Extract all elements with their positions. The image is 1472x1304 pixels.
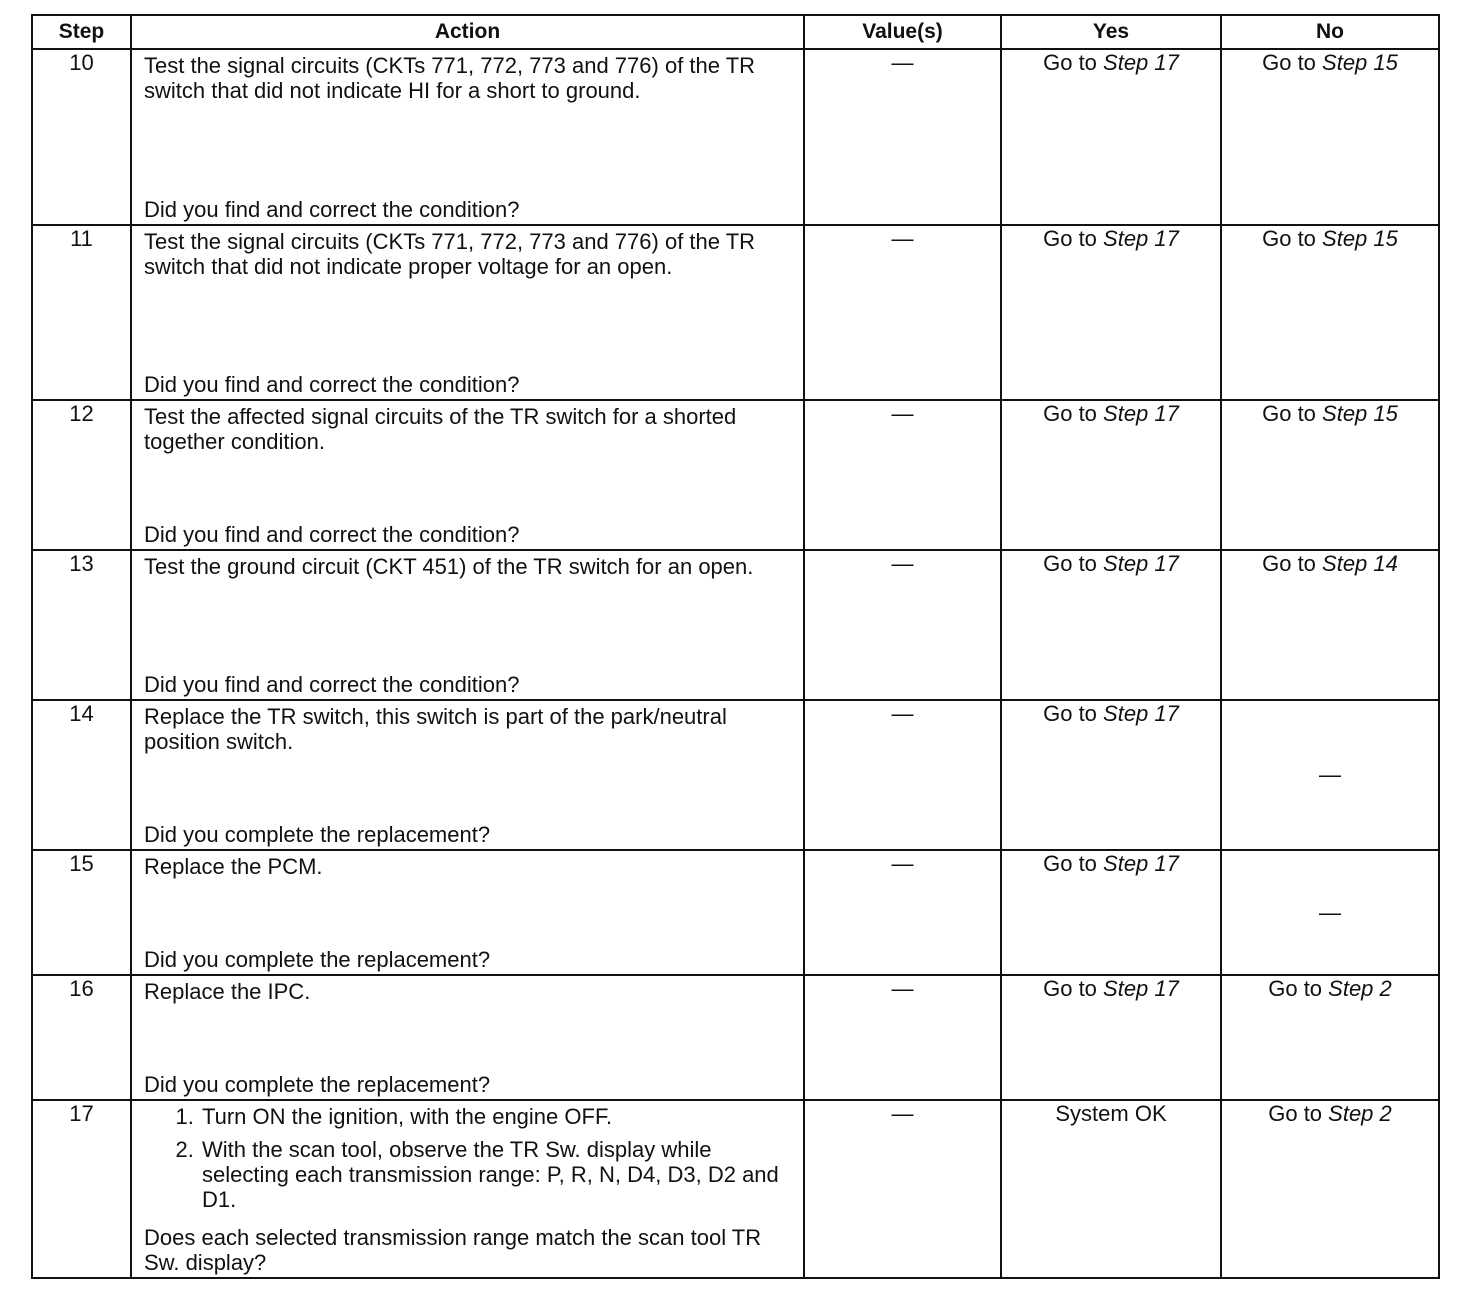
diagnostic-table — [31, 14, 1440, 1279]
step-number: 13 — [32, 550, 131, 700]
header-values: Value(s) — [804, 15, 1001, 49]
yes-step-link[interactable]: Step 17 — [1103, 50, 1179, 75]
no-cell — [1221, 225, 1439, 400]
action-cell — [131, 225, 804, 400]
step-number: 14 — [32, 700, 131, 850]
action-question: Does each selected transmission range match the scan tool TR Sw. display? — [144, 1225, 762, 1275]
yes-prefix: Go to — [1043, 701, 1104, 726]
yes-step-link[interactable]: Step 17 — [1103, 851, 1179, 876]
no-cell — [1221, 400, 1439, 550]
value-cell: — — [804, 700, 1001, 850]
action-instruction: Test the affected signal circuits of the TR switch for a shorted together condition. — [144, 404, 737, 454]
yes-cell — [1001, 700, 1221, 850]
step-number: 10 — [32, 49, 131, 225]
header-step: Step — [32, 15, 131, 49]
table-row — [32, 700, 1439, 850]
yes-prefix: Go to — [1043, 551, 1104, 576]
no-cell — [1221, 1100, 1439, 1278]
value-cell: — — [804, 1100, 1001, 1278]
no-cell — [1221, 975, 1439, 1100]
action-instruction: Replace the PCM. — [144, 854, 323, 879]
action-question: Did you find and correct the condition? — [144, 672, 520, 697]
value-cell: — — [804, 400, 1001, 550]
action-instruction: Test the signal circuits (CKTs 771, 772, 773 and 776) of the TR switch that did not indicate proper voltage for an open. — [144, 229, 756, 279]
no-cell: — — [1221, 850, 1439, 975]
no-cell: — — [1221, 700, 1439, 850]
table-row — [32, 975, 1439, 1100]
action-cell — [131, 850, 804, 975]
step-number: 17 — [32, 1100, 131, 1278]
yes-cell — [1001, 400, 1221, 550]
no-step-link[interactable]: Step 2 — [1328, 976, 1392, 1001]
substep-list — [132, 1101, 803, 1212]
header-row — [32, 15, 1439, 49]
yes-prefix: Go to — [1043, 226, 1104, 251]
header-no: No — [1221, 15, 1439, 49]
no-step-link[interactable]: Step 15 — [1322, 226, 1398, 251]
step-number: 15 — [32, 850, 131, 975]
no-prefix: Go to — [1262, 401, 1323, 426]
table-row — [32, 550, 1439, 700]
table-row — [32, 1100, 1439, 1278]
no-step-link[interactable]: Step 2 — [1328, 1101, 1392, 1126]
step-number: 11 — [32, 225, 131, 400]
action-question: Did you find and correct the condition? — [144, 197, 520, 222]
substep-item: 2. With the scan tool, observe the TR Sw. display while selecting each transmission range: P, R, N, D4, D3, D2 and D1. — [200, 1137, 793, 1212]
action-question: Did you complete the replacement? — [144, 947, 491, 972]
action-instruction: Replace the TR switch, this switch is part of the park/neutral position switch. — [144, 704, 727, 754]
step-number: 12 — [32, 400, 131, 550]
yes-prefix: Go to — [1043, 401, 1104, 426]
table-row — [32, 49, 1439, 225]
yes-step-link[interactable]: Step 17 — [1103, 226, 1179, 251]
yes-cell: System OK — [1001, 1100, 1221, 1278]
action-question: Did you find and correct the condition? — [144, 522, 520, 547]
action-instruction: Test the signal circuits (CKTs 771, 772, 773 and 776) of the TR switch that did not indicate HI for a short to ground. — [144, 53, 756, 103]
table-row — [32, 225, 1439, 400]
value-cell: — — [804, 49, 1001, 225]
no-cell — [1221, 550, 1439, 700]
yes-step-link[interactable]: Step 17 — [1103, 551, 1179, 576]
value-cell: — — [804, 225, 1001, 400]
no-prefix: Go to — [1268, 1101, 1329, 1126]
action-cell — [131, 975, 804, 1100]
action-cell — [131, 1100, 804, 1278]
action-question: Did you find and correct the condition? — [144, 372, 520, 397]
yes-cell — [1001, 850, 1221, 975]
value-cell: — — [804, 975, 1001, 1100]
action-cell — [131, 400, 804, 550]
value-cell: — — [804, 850, 1001, 975]
yes-cell — [1001, 550, 1221, 700]
yes-step-link[interactable]: Step 17 — [1103, 701, 1179, 726]
action-cell — [131, 700, 804, 850]
no-prefix: Go to — [1262, 226, 1323, 251]
step-number: 16 — [32, 975, 131, 1100]
value-cell: — — [804, 550, 1001, 700]
action-instruction: Replace the IPC. — [144, 979, 311, 1004]
yes-prefix: Go to — [1043, 851, 1104, 876]
action-question: Did you complete the replacement? — [144, 822, 491, 847]
yes-step-link[interactable]: Step 17 — [1103, 401, 1179, 426]
table-row — [32, 400, 1439, 550]
no-prefix: Go to — [1262, 50, 1323, 75]
no-cell — [1221, 49, 1439, 225]
yes-prefix: Go to — [1043, 50, 1104, 75]
no-prefix: Go to — [1262, 551, 1323, 576]
yes-cell — [1001, 975, 1221, 1100]
yes-step-link[interactable]: Step 17 — [1103, 976, 1179, 1001]
substep-item: 1. Turn ON the ignition, with the engine OFF. — [200, 1104, 793, 1129]
action-cell — [131, 49, 804, 225]
header-yes: Yes — [1001, 15, 1221, 49]
yes-cell — [1001, 49, 1221, 225]
header-action: Action — [131, 15, 804, 49]
action-question: Did you complete the replacement? — [144, 1072, 491, 1097]
action-cell — [131, 550, 804, 700]
no-step-link[interactable]: Step 15 — [1322, 401, 1398, 426]
table-row — [32, 850, 1439, 975]
yes-prefix: Go to — [1043, 976, 1104, 1001]
no-step-link[interactable]: Step 15 — [1322, 50, 1398, 75]
action-instruction: Test the ground circuit (CKT 451) of the TR switch for an open. — [144, 554, 754, 579]
no-prefix: Go to — [1268, 976, 1329, 1001]
yes-cell — [1001, 225, 1221, 400]
no-step-link[interactable]: Step 14 — [1322, 551, 1398, 576]
